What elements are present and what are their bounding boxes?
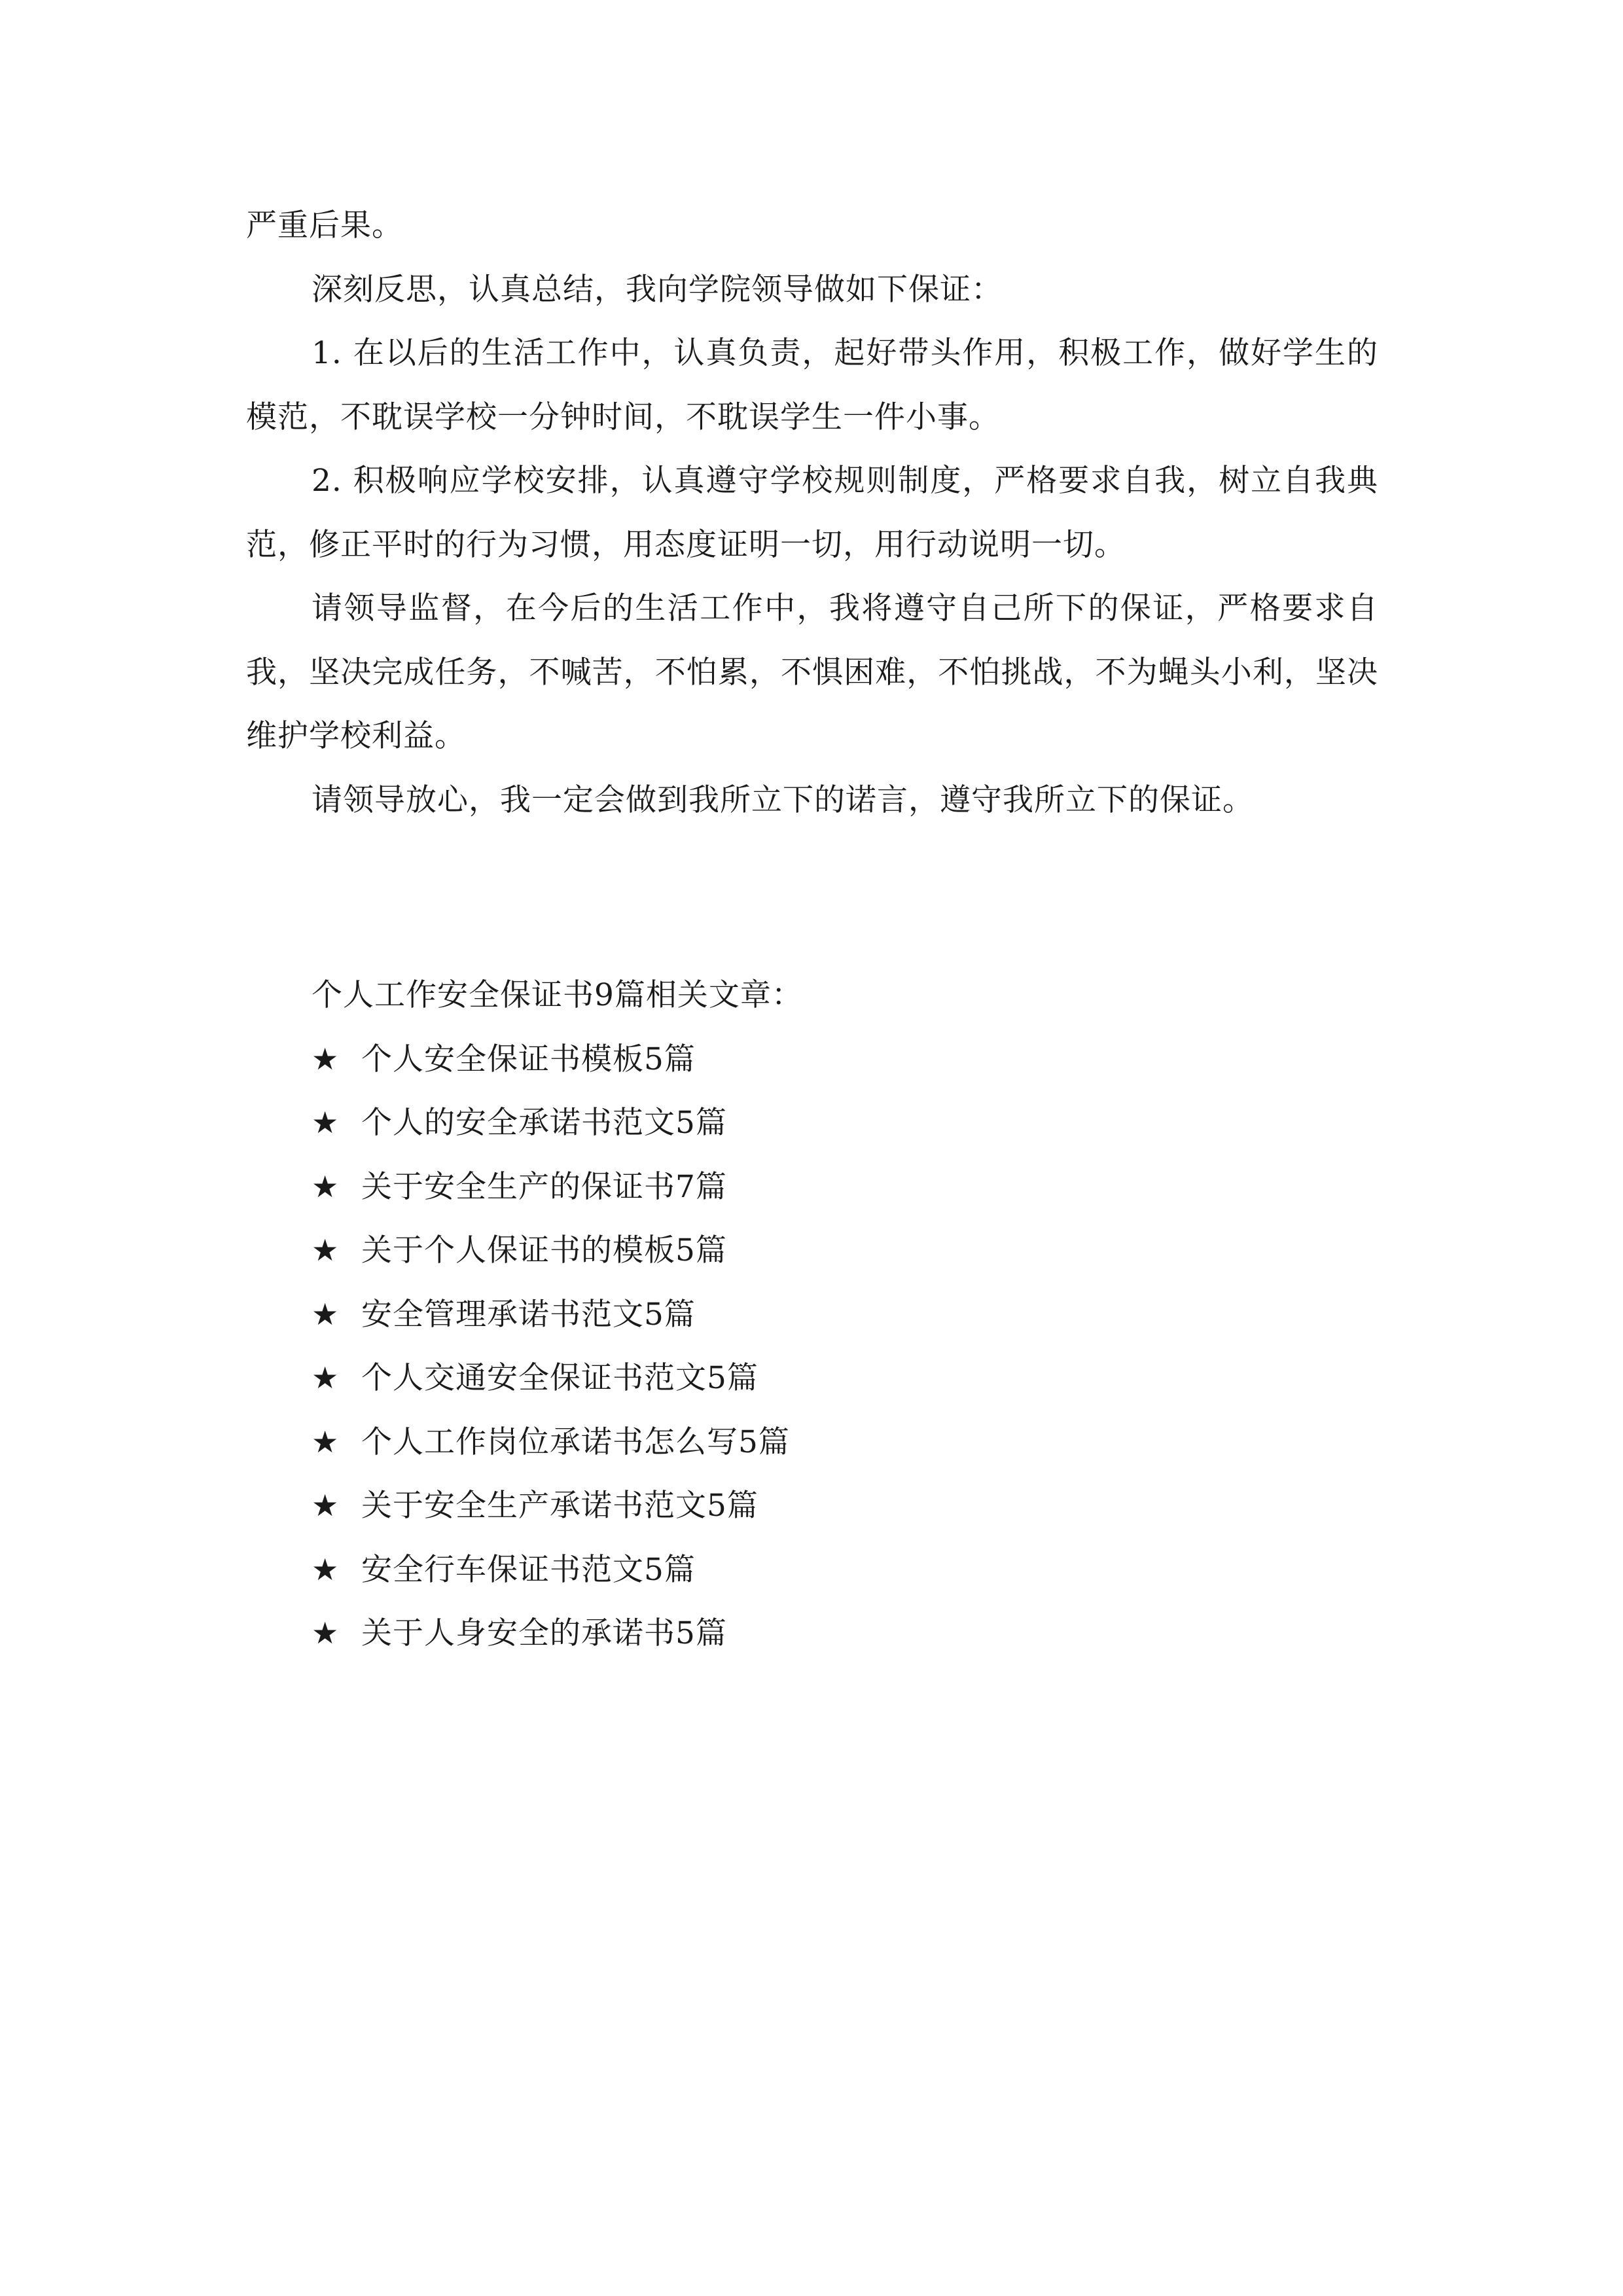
paragraph-0: 严重后果。: [246, 207, 403, 243]
paragraph-1: 深刻反思，认真总结，我向学院领导做如下保证：: [312, 271, 1003, 308]
paragraph-3: 2. 积极响应学校安排，认真遵守学校规则制度，严格要求自我，树立自我典范，修正平时的行为习惯，用态度证明一切，用行动说明一切。: [246, 463, 1378, 563]
related-article-label: 安全管理承诺书范文5篇: [361, 1296, 696, 1333]
related-articles-list: [246, 1028, 1378, 1666]
related-article-label: 安全行车保证书范文5篇: [361, 1551, 696, 1588]
related-article-label: 个人安全保证书模板5篇: [361, 1041, 696, 1077]
paragraph-5: 请领导放心，我一定会做到我所立下的诺言，遵守我所立下的保证。: [312, 781, 1254, 818]
star-icon: ★: [312, 1296, 340, 1332]
letter-body: [246, 194, 1378, 832]
related-article-label: 关于安全生产承诺书范文5篇: [361, 1488, 758, 1524]
related-article-link[interactable]: [246, 1091, 1378, 1155]
related-article-link[interactable]: [246, 1028, 1378, 1092]
related-article-link[interactable]: [246, 1155, 1378, 1219]
related-article-label: 关于个人保证书的模板5篇: [361, 1232, 727, 1268]
star-icon: ★: [312, 1488, 340, 1523]
paragraph-2: 1. 在以后的生活工作中，认真负责，起好带头作用，积极工作，做好学生的模范，不耽误学校一分钟时间，不耽误学生一件小事。: [246, 335, 1378, 435]
paragraph-4: 请领导监督，在今后的生活工作中，我将遵守自己所下的保证，严格要求自我，坚决完成任务，不喊苦，不怕累，不惧困难，不怕挑战，不为蝇头小利，坚决维护学校利益。: [246, 590, 1378, 754]
star-icon: ★: [312, 1360, 340, 1395]
star-icon: ★: [312, 1551, 340, 1587]
star-icon: ★: [312, 1041, 340, 1077]
related-article-label: 个人的安全承诺书范文5篇: [361, 1105, 727, 1141]
related-articles: [246, 963, 1378, 1666]
related-article-label: 个人交通安全保证书范文5篇: [361, 1360, 758, 1396]
related-article-link[interactable]: [246, 1219, 1378, 1283]
related-article-link[interactable]: [246, 1283, 1378, 1347]
related-articles-title: 个人工作安全保证书9篇相关文章：: [312, 977, 803, 1013]
related-article-link[interactable]: [246, 1602, 1378, 1666]
related-article-label: 关于安全生产的保证书7篇: [361, 1168, 727, 1205]
star-icon: ★: [312, 1168, 340, 1204]
star-icon: ★: [312, 1232, 340, 1268]
star-icon: ★: [312, 1615, 340, 1651]
related-article-link[interactable]: [246, 1474, 1378, 1538]
related-article-link[interactable]: [246, 1346, 1378, 1410]
related-article-label: 个人工作岗位承诺书怎么写5篇: [361, 1424, 790, 1460]
star-icon: ★: [312, 1424, 340, 1460]
related-article-link[interactable]: [246, 1410, 1378, 1475]
related-article-link[interactable]: [246, 1538, 1378, 1602]
star-icon: ★: [312, 1105, 340, 1140]
related-article-label: 关于人身安全的承诺书5篇: [361, 1615, 727, 1651]
